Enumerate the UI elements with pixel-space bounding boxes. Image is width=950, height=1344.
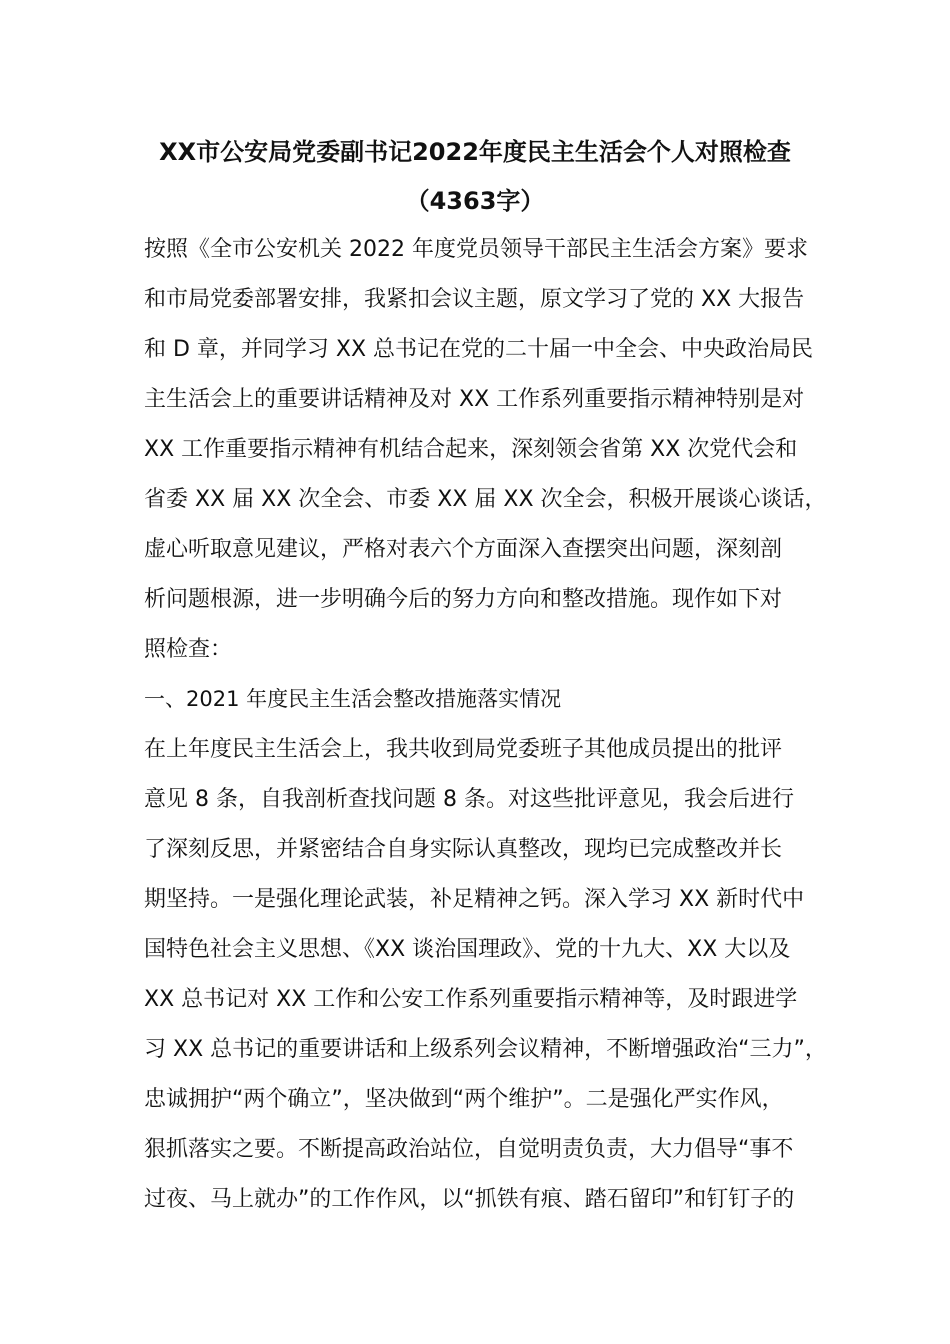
body-line: 和 D 章，并同学习 XX 总书记在党的二十届一中全会、中央政治局民 bbox=[144, 337, 814, 362]
body-line: 意见 8 条，自我剖析查找问题 8 条。对这些批评意见，我会后进行 bbox=[144, 787, 794, 812]
body-line: 过夜、马上就办”的工作作风，以“抓铁有痕、踏石留印”和钉钉子的 bbox=[144, 1187, 795, 1212]
section-heading: 一、2021 年度民主生活会整改措施落实情况 bbox=[144, 687, 562, 711]
body-line: 期坚持。一是强化理论武装，补足精神之钙。深入学习 XX 新时代中 bbox=[144, 887, 805, 912]
body-line: 了深刻反思，并紧密结合自身实际认真整改，现均已完成整改并长 bbox=[144, 837, 783, 862]
body-line: 照检查： bbox=[144, 637, 233, 662]
body-line: XX 总书记对 XX 工作和公安工作系列重要指示精神等，及时跟进学 bbox=[144, 987, 798, 1012]
document-title: XX市公安局党委副书记2022年度民主生活会个人对照检查 bbox=[159, 138, 791, 166]
body-line: 按照《全市公安机关 2022 年度党员领导干部民主生活会方案》要求 bbox=[144, 237, 808, 262]
body-line: 主生活会上的重要讲话精神及对 XX 工作系列重要指示精神特别是对 bbox=[144, 387, 805, 412]
body-line: 习 XX 总书记的重要讲话和上级系列会议精神，不断增强政治“三力”， bbox=[144, 1037, 827, 1062]
body-line: 在上年度民主生活会上，我共收到局党委班子其他成员提出的批评 bbox=[144, 737, 783, 762]
body-line: 析问题根源，进一步明确今后的努力方向和整改措施。现作如下对 bbox=[144, 587, 783, 612]
body-line: 和市局党委部署安排，我紧扣会议主题，原文学习了党的 XX 大报告 bbox=[144, 287, 805, 312]
document-title-wordcount: （4363字） bbox=[405, 187, 545, 215]
body-line: 虚心听取意见建议，严格对表六个方面深入查摆突出问题，深刻剖 bbox=[144, 537, 783, 562]
body-line: 狠抓落实之要。不断提高政治站位，自觉明责负责，大力倡导“事不 bbox=[144, 1137, 794, 1162]
body-line: 省委 XX 届 XX 次全会、市委 XX 届 XX 次全会，积极开展谈心谈话， bbox=[144, 487, 827, 512]
body-line: 忠诚拥护“两个确立”，坚决做到“两个维护”。二是强化严实作风， bbox=[144, 1087, 784, 1112]
body-line: XX 工作重要指示精神有机结合起来，深刻领会省第 XX 次党代会和 bbox=[144, 437, 798, 462]
body-line: 国特色社会主义思想、《XX 谈治国理政》、党的十九大、XX 大以及 bbox=[144, 937, 791, 962]
